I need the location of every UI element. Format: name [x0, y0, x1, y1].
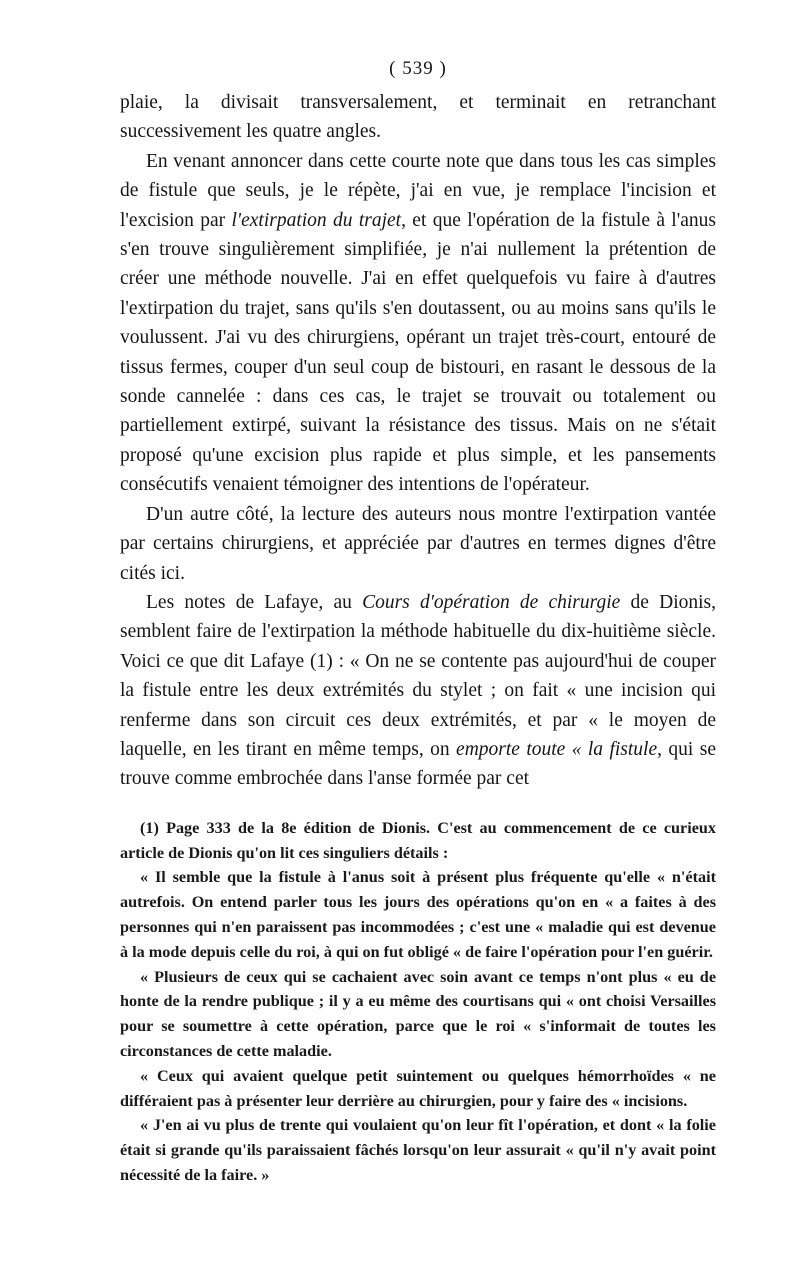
footnote-quote-2: « Plusieurs de ceux qui se cachaient avec soin avant ce temps n'ont plus « eu de honte de la rendre publique ; il y a eu même des courtisans qui « ont choisi Versailles pour se soumettre à cette opération, parce que le roi « s'informait de toutes les circonstances de cette maladie. — [120, 967, 716, 1060]
paragraph-1: plaie, la divisait transversalement, et terminait en retranchant successivement les quatre angles. — [120, 92, 716, 143]
main-text — [120, 88, 716, 794]
footnote-quote-4: « J'en ai vu plus de trente qui voulaient qu'on leur fît l'opération, et dont « la folie était si grande qu'ils paraissaient fâchés lorsqu'on leur assurait « qu'il n'y avait point nécessité de la faire. » — [120, 1116, 716, 1184]
paragraph-4-text-b: de Dionis, semblent faire de l'extirpation la méthode habituelle du dix-huitième siècle. Voici ce que dit Lafaye (1) : « On ne se contente pas aujourd'hui de couper la fistule entre les deux extrémités du stylet ; on fait « une incision qui renferme dans son circuit ces deux extrémités, et par « le moyen de laquelle, en les tirant en même temps, on — [120, 591, 717, 760]
emphasis-emporte: emporte toute « la fistule — [456, 738, 658, 760]
paragraph-2-text-b: , et que l'opération de la fistule à l'anus s'en trouve singulièrement simplifiée, je n'ai nullement la prétention de créer une méthode nouvelle. J'ai en effet quelquefois vu faire à d'autres l'extirpation du trajet, sans qu'ils s'en doutassent, ou au moins sans qu'ils le voulussent. J'ai vu des chirurgiens, opérant un trajet très-court, entouré de tissus fermes, couper d'un seul coup de bistouri, en rasant le dessous de la sonde cannelée : dans ces cas, le trajet se trouvait ou totalement ou partiellement extirpé, suivant la résistance des tissus. Mais on ne s'était proposé qu'une excision plus rapide et plus simple, et les pansements consécutifs venaient témoigner des intentions de l'opérateur. — [120, 209, 716, 496]
paragraph-2 — [120, 147, 716, 500]
page-number: ( 539 ) — [389, 58, 447, 79]
footnote-quote-1: « Il semble que la fistule à l'anus soit à présent plus fréquente qu'elle « n'était autrefois. On entend parler tous les jours des opérations qu'on en « a faites à des personnes qui n'en paraissent pas incommodées ; c'est une « maladie qui est devenue à la mode depuis celle du roi, à qui on fut obligé « de faire l'opération pour l'en guérir. — [120, 868, 716, 961]
footnote-quote-3: « Ceux qui avaient quelque petit suintement ou quelques hémorrhoïdes « ne différaient pas à présenter leur derrière au chirurgien, pour y faire des « incisions. — [120, 1066, 716, 1110]
paragraph-4-text-c: , qui se trouve comme embrochée dans l'anse formée par cet — [120, 738, 716, 790]
paragraph-4 — [120, 588, 716, 794]
emphasis-extirpation: l'extirpation du trajet — [231, 209, 402, 231]
footnotes — [120, 816, 716, 1188]
paragraph-3: D'un autre côté, la lecture des auteurs nous montre l'extirpation vantée par certains chirurgiens, et appréciée par d'autres en termes dignes d'être cités ici. — [120, 503, 716, 584]
emphasis-cours: Cours d'opération de chirurgie — [362, 591, 621, 613]
paragraph-4-text-a: Les notes de Lafaye, au — [146, 591, 363, 613]
footnote-1: (1) Page 333 de la 8e édition de Dionis. C'est au commencement de ce curieux article de Dionis qu'on lit ces singuliers détails : — [120, 818, 716, 862]
paragraph-2-text-a: En venant annoncer dans cette courte note que dans tous les cas simples de fistule que seuls, je le répète, j'ai en vue, je remplace l'incision et l'excision par — [120, 150, 716, 231]
